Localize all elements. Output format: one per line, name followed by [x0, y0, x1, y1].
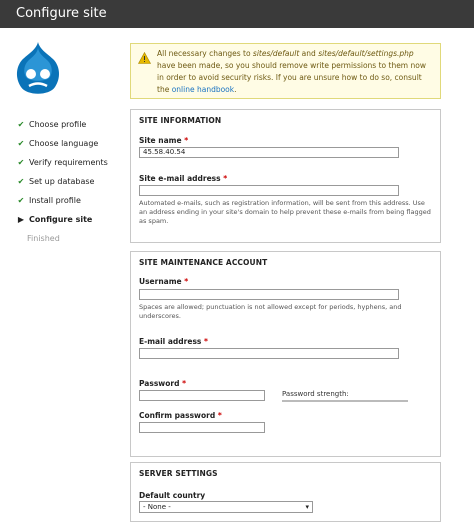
- warning-text: have been made, so you should remove write permissions to them now in order to avoid security risks. If you are unsure how to do so, consult the: [157, 61, 426, 94]
- required-marker: *: [184, 136, 189, 145]
- site-information-fieldset: [130, 109, 441, 243]
- confirm-password-label: [139, 411, 222, 420]
- warning-path: sites/default: [252, 49, 300, 58]
- current-step-arrow-icon: ▶: [17, 215, 25, 224]
- label-text: Username: [139, 277, 182, 286]
- install-steps: [16, 115, 108, 248]
- server-settings-fieldset: [130, 462, 441, 522]
- step-label: Set up database: [29, 177, 95, 186]
- required-marker: *: [223, 174, 228, 183]
- chevron-down-icon: ▾: [305, 503, 309, 511]
- drupal-logo: [14, 40, 62, 98]
- warning-text: All necessary changes to: [157, 49, 253, 58]
- step-choose-profile: [16, 115, 108, 134]
- site-name-input[interactable]: 45.58.40.54: [139, 147, 399, 158]
- label-text: Site e-mail address: [139, 174, 221, 183]
- required-marker: *: [204, 337, 208, 346]
- site-email-input[interactable]: [139, 185, 399, 196]
- password-strength-bar: [282, 400, 408, 402]
- maintenance-account-fieldset: [130, 251, 441, 457]
- site-email-description: Automated e-mails, such as registration information, will be sent from this address. Use an address ending in your site's domain to help prevent these e-mails from being flagged as spam.: [139, 199, 431, 225]
- checkmark-icon: ✔: [17, 158, 25, 167]
- label-text: Confirm password: [139, 411, 216, 420]
- site-name-label: [139, 136, 188, 145]
- password-input[interactable]: [139, 390, 265, 401]
- label-text: Site name: [139, 136, 182, 145]
- checkmark-icon: ✔: [17, 177, 25, 186]
- step-finished: [16, 229, 108, 248]
- step-label: Finished: [27, 234, 60, 243]
- fieldset-legend: SERVER SETTINGS: [139, 469, 218, 478]
- fieldset-legend: SITE INFORMATION: [139, 116, 222, 125]
- step-install-profile: [16, 191, 108, 210]
- warning-text: and: [299, 49, 319, 58]
- default-country-label: Default country: [139, 491, 206, 500]
- step-configure-site: [16, 210, 108, 229]
- warning-path: sites/default/settings.php: [318, 49, 414, 58]
- online-handbook-link[interactable]: online handbook: [171, 85, 235, 94]
- password-strength-label: Password strength:: [282, 390, 349, 398]
- checkmark-icon: ✔: [17, 120, 25, 129]
- required-marker: *: [184, 277, 189, 286]
- confirm-password-input[interactable]: [139, 422, 265, 433]
- fieldset-legend: SITE MAINTENANCE ACCOUNT: [139, 258, 268, 267]
- email-label: [139, 337, 208, 346]
- required-marker: *: [217, 411, 222, 420]
- password-label: [139, 379, 186, 388]
- page-header: [0, 0, 474, 28]
- select-value: - None -: [143, 503, 171, 511]
- step-verify-requirements: [16, 153, 108, 172]
- username-description: Spaces are allowed; punctuation is not allowed except for periods, hyphens, and underscores.: [139, 303, 402, 320]
- warning-text: .: [234, 85, 237, 94]
- label-text: Password: [139, 379, 180, 388]
- step-label: Choose language: [29, 139, 99, 148]
- step-label: Verify requirements: [29, 158, 108, 167]
- step-set-up-database: [16, 172, 108, 191]
- permissions-warning: [130, 43, 441, 99]
- warning-icon: [138, 52, 151, 64]
- step-choose-language: [16, 134, 108, 153]
- required-marker: *: [182, 379, 186, 388]
- checkmark-icon: ✔: [17, 196, 25, 205]
- step-label: Configure site: [29, 215, 93, 224]
- default-country-select[interactable]: [139, 501, 313, 513]
- checkmark-icon: ✔: [17, 139, 25, 148]
- step-label: Choose profile: [29, 120, 87, 129]
- site-email-label: [139, 174, 227, 183]
- username-label: [139, 277, 188, 286]
- page-title: Configure site: [16, 6, 107, 21]
- step-label: Install profile: [29, 196, 81, 205]
- account-email-input[interactable]: [139, 348, 399, 359]
- label-text: E-mail address: [139, 337, 202, 346]
- username-input[interactable]: [139, 289, 399, 300]
